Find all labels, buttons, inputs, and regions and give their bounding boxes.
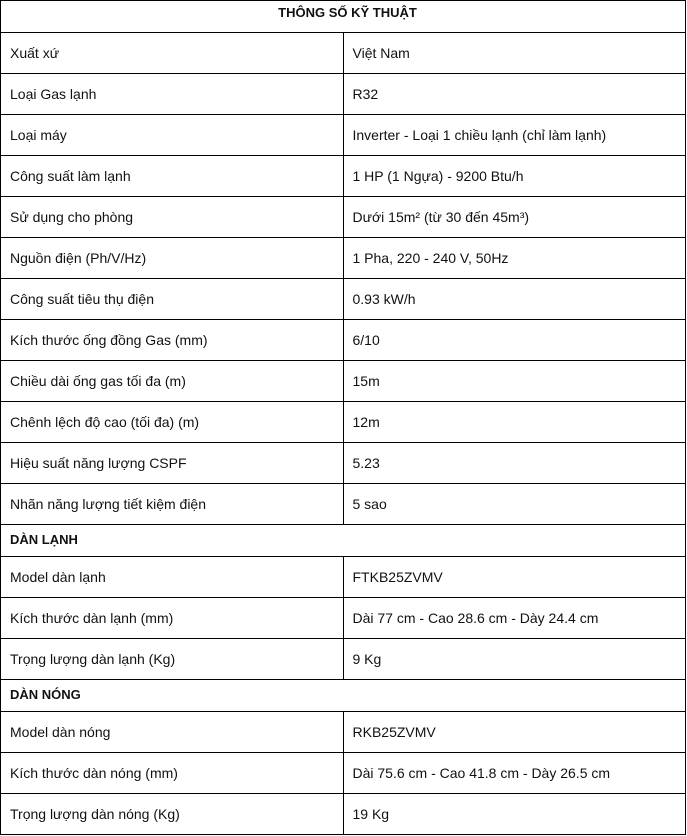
section-heading-outdoor: DÀN NÓNG (1, 680, 686, 712)
spec-label: Chênh lệch độ cao (tối đa) (m) (1, 402, 344, 443)
spec-label: Kích thước dàn nóng (mm) (1, 753, 344, 794)
table-title: THÔNG SỐ KỸ THUẬT (1, 1, 686, 33)
spec-label: Nhãn năng lượng tiết kiệm điện (1, 484, 344, 525)
spec-label: Loại Gas lạnh (1, 74, 344, 115)
spec-value: FTKB25ZVMV (343, 557, 686, 598)
table-row (1, 753, 686, 794)
section-row-outdoor (1, 680, 686, 712)
title-row (1, 1, 686, 33)
spec-label: Loại máy (1, 115, 344, 156)
spec-label: Trọng lượng dàn nóng (Kg) (1, 794, 344, 835)
section-heading-indoor: DÀN LẠNH (1, 525, 686, 557)
spec-value: R32 (343, 74, 686, 115)
table-row (1, 598, 686, 639)
spec-label: Kích thước ống đồng Gas (mm) (1, 320, 344, 361)
spec-value: 6/10 (343, 320, 686, 361)
spec-label: Công suất làm lạnh (1, 156, 344, 197)
table-row (1, 238, 686, 279)
spec-label: Công suất tiêu thụ điện (1, 279, 344, 320)
spec-value: 1 Pha, 220 - 240 V, 50Hz (343, 238, 686, 279)
spec-label: Nguồn điện (Ph/V/Hz) (1, 238, 344, 279)
table-row (1, 156, 686, 197)
spec-value: RKB25ZVMV (343, 712, 686, 753)
table-row (1, 443, 686, 484)
spec-value: 15m (343, 361, 686, 402)
table-row (1, 361, 686, 402)
table-row (1, 279, 686, 320)
spec-label: Kích thước dàn lạnh (mm) (1, 598, 344, 639)
spec-value: Dài 75.6 cm - Cao 41.8 cm - Dày 26.5 cm (343, 753, 686, 794)
table-row (1, 115, 686, 156)
table-row (1, 320, 686, 361)
spec-value: Dài 77 cm - Cao 28.6 cm - Dày 24.4 cm (343, 598, 686, 639)
table-row (1, 74, 686, 115)
table-row (1, 557, 686, 598)
spec-value: 12m (343, 402, 686, 443)
spec-value: 9 Kg (343, 639, 686, 680)
spec-value: 1 HP (1 Ngựa) - 9200 Btu/h (343, 156, 686, 197)
spec-value: 5.23 (343, 443, 686, 484)
spec-value: 0.93 kW/h (343, 279, 686, 320)
table-row (1, 484, 686, 525)
spec-label: Trọng lượng dàn lạnh (Kg) (1, 639, 344, 680)
spec-label: Hiệu suất năng lượng CSPF (1, 443, 344, 484)
spec-value: Inverter - Loại 1 chiều lạnh (chỉ làm lạnh) (343, 115, 686, 156)
spec-value: Dưới 15m² (từ 30 đến 45m³) (343, 197, 686, 238)
spec-value: 19 Kg (343, 794, 686, 835)
table-row (1, 639, 686, 680)
spec-label: Model dàn nóng (1, 712, 344, 753)
spec-label: Xuất xứ (1, 33, 344, 74)
section-row-indoor (1, 525, 686, 557)
table-row (1, 33, 686, 74)
spec-label: Chiều dài ống gas tối đa (m) (1, 361, 344, 402)
table-row (1, 197, 686, 238)
table-row (1, 402, 686, 443)
table-row (1, 794, 686, 835)
spec-label: Model dàn lạnh (1, 557, 344, 598)
spec-label: Sử dụng cho phòng (1, 197, 344, 238)
spec-value: 5 sao (343, 484, 686, 525)
spec-value: Việt Nam (343, 33, 686, 74)
table-row (1, 712, 686, 753)
